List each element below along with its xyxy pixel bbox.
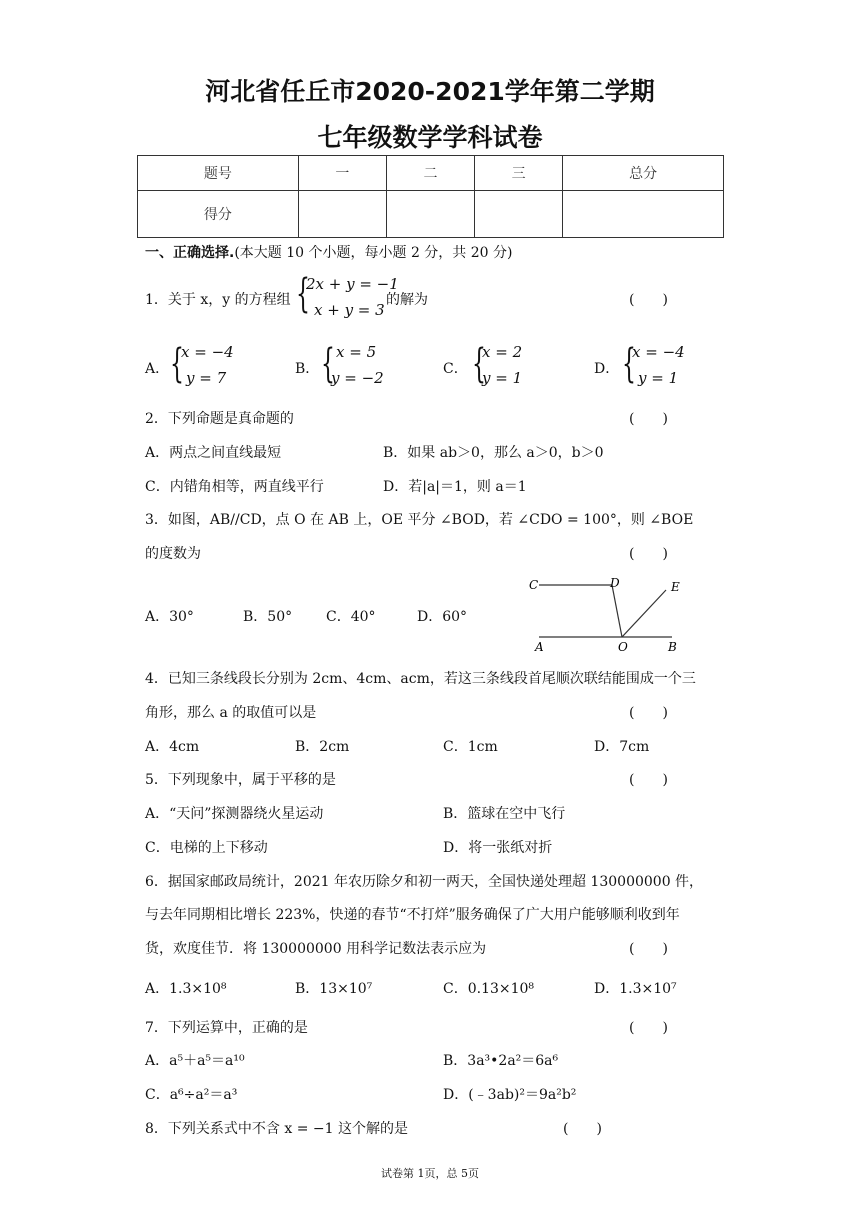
q2-option-c[interactable]: C．内错角相等，两直线平行	[145, 479, 324, 495]
score-cell[interactable]	[563, 191, 724, 238]
line-do	[612, 585, 622, 637]
q1-option-c-line2: y = 1	[482, 369, 523, 387]
q5-option-c[interactable]: C．电梯的上下移动	[145, 840, 268, 856]
q1-option-a-brace: {	[170, 341, 184, 387]
section-heading: 一、正确选择.(本大题 10 个小题，每小题 2 分，共 20 分)	[145, 245, 513, 261]
label-a: A	[535, 640, 544, 654]
score-cell[interactable]	[298, 191, 386, 238]
q1-suffix: 的解为	[386, 292, 428, 308]
q1-eq2: x + y = 3	[314, 301, 385, 319]
q3-geometry-figure	[525, 572, 690, 654]
q1-option-c-label[interactable]: C．	[443, 361, 468, 377]
q6-stem-line3: 货，欢度佳节．将 130000000 用科学记数法表示应为	[145, 941, 487, 957]
q1-option-d-label[interactable]: D．	[594, 361, 620, 377]
q2-option-d[interactable]: D．若|a|＝1，则 a＝1	[383, 479, 527, 495]
q1-option-d-brace: {	[622, 341, 636, 387]
answer-paren[interactable]: ( )	[629, 705, 668, 721]
answer-paren[interactable]: ( )	[629, 546, 668, 562]
q8-stem: 8．下列关系式中不含 x = −1 这个解的是	[145, 1121, 408, 1137]
label-c: C	[529, 578, 539, 592]
q1-eq1: 2x + y = −1	[306, 275, 399, 293]
answer-paren[interactable]: ( )	[629, 411, 668, 427]
q2-option-a[interactable]: A．两点之间直线最短	[145, 445, 282, 461]
q7-option-d[interactable]: D．(﹣3ab)²＝9a²b²	[443, 1087, 577, 1103]
q3-option-a[interactable]: A．30°	[145, 609, 194, 625]
score-header-cell: 总分	[563, 156, 724, 191]
answer-paren[interactable]: ( )	[629, 292, 668, 308]
line-oe	[622, 590, 666, 637]
answer-paren[interactable]: ( )	[629, 772, 668, 788]
q1-prefix: 1．关于 x，y 的方程组	[145, 292, 291, 308]
score-table	[137, 155, 724, 238]
q7-option-c[interactable]: C．a⁶÷a²＝a³	[145, 1087, 238, 1103]
q7-option-a[interactable]: A．a⁵＋a⁵＝a¹⁰	[145, 1053, 245, 1069]
exam-subtitle: 七年级数学学科试卷	[317, 123, 543, 152]
q1-option-b-brace: {	[321, 341, 335, 387]
q3-option-d[interactable]: D．60°	[417, 609, 468, 625]
score-header-cell: 三	[475, 156, 563, 191]
q1-option-a-line1: x = −4	[181, 343, 234, 361]
label-d: D	[610, 576, 620, 590]
score-header-cell: 一	[298, 156, 386, 191]
q1-option-b-line2: y = −2	[331, 369, 384, 387]
q5-option-d[interactable]: D．将一张纸对折	[443, 840, 553, 856]
q1-option-d-line1: x = −4	[632, 343, 685, 361]
q4-option-a[interactable]: A．4cm	[145, 739, 200, 755]
q6-option-a[interactable]: A．1.3×10⁸	[145, 981, 227, 997]
q4-option-c[interactable]: C．1cm	[443, 739, 498, 755]
label-e: E	[671, 580, 680, 594]
q6-stem-line1: 6．据国家邮政局统计，2021 年农历除夕和初一两天，全国快递处理超 130000000 件，	[145, 874, 704, 890]
q3-stem-line1: 3．如图，AB//CD，点 O 在 AB 上，OE 平分 ∠BOD，若 ∠CDO = 100°，则 ∠BOE	[145, 512, 694, 528]
label-o: O	[618, 640, 628, 654]
score-row-label: 得分	[138, 191, 299, 238]
q7-stem: 7．下列运算中，正确的是	[145, 1020, 308, 1036]
q4-stem-line1: 4．已知三条线段长分别为 2cm、4cm、acm，若这三条线段首尾顺次联结能围成一个三	[145, 671, 696, 687]
q4-option-d[interactable]: D．7cm	[594, 739, 650, 755]
q4-option-b[interactable]: B．2cm	[295, 739, 350, 755]
q1-option-c-line1: x = 2	[482, 343, 523, 361]
q6-stem-line2: 与去年同期相比增长 223%，快递的春节“不打烊”服务确保了广大用户能够顺利收到年	[145, 907, 680, 923]
score-cell[interactable]	[475, 191, 563, 238]
q4-stem-line2: 角形，那么 a 的取值可以是	[145, 705, 317, 721]
q3-stem-line2: 的度数为	[145, 546, 201, 562]
q5-option-a[interactable]: A．“天问”探测器绕火星运动	[145, 806, 324, 822]
q1-option-a-label[interactable]: A．	[145, 361, 170, 377]
q1-option-b-label[interactable]: B．	[295, 361, 320, 377]
answer-paren[interactable]: ( )	[563, 1121, 602, 1137]
q1-option-b-line1: x = 5	[336, 343, 377, 361]
q5-stem: 5．下列现象中，属于平移的是	[145, 772, 336, 788]
q2-stem: 2．下列命题是真命题的	[145, 411, 294, 427]
q1-option-d-line2: y = 1	[638, 369, 679, 387]
q6-option-c[interactable]: C．0.13×10⁸	[443, 981, 535, 997]
q6-option-b[interactable]: B．13×10⁷	[295, 981, 373, 997]
q1-brace: {	[296, 271, 310, 317]
q2-option-b[interactable]: B．如果 ab＞0，那么 a＞0，b＞0	[383, 445, 604, 461]
q7-option-b[interactable]: B．3a³•2a²＝6a⁶	[443, 1053, 559, 1069]
q3-option-b[interactable]: B．50°	[243, 609, 293, 625]
q1-option-c-brace: {	[472, 341, 486, 387]
q1-option-a-line2: y = 7	[186, 369, 227, 387]
q5-option-b[interactable]: B．篮球在空中飞行	[443, 806, 566, 822]
label-b: B	[668, 640, 677, 654]
answer-paren[interactable]: ( )	[629, 1020, 668, 1036]
exam-title: 河北省任丘市2020-2021学年第二学期	[205, 77, 655, 106]
q3-option-c[interactable]: C．40°	[326, 609, 376, 625]
score-header-cell: 二	[386, 156, 474, 191]
answer-paren[interactable]: ( )	[629, 941, 668, 957]
q6-option-d[interactable]: D．1.3×10⁷	[594, 981, 677, 997]
page-footer: 试卷第 1页，总 5页	[381, 1167, 479, 1180]
score-header-cell: 题号	[138, 156, 299, 191]
score-cell[interactable]	[386, 191, 474, 238]
